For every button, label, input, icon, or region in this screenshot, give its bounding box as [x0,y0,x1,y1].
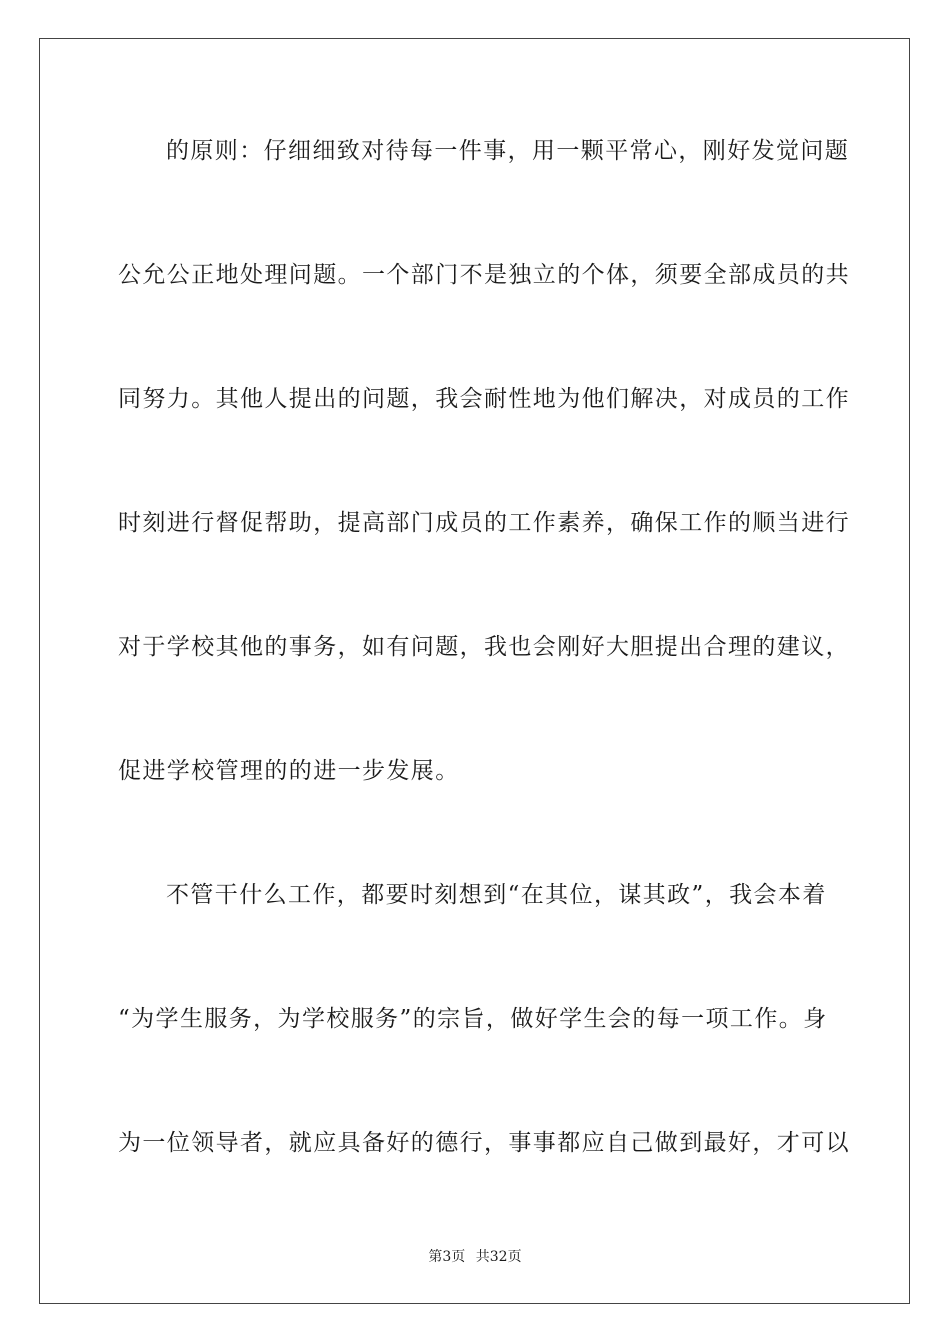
page-border [39,38,910,1304]
text-line-9: 为一位领导者，就应具备好的德行，事事都应自己做到最好，才可以 [118,1130,850,1156]
page-total: 共32页 [475,1249,522,1265]
text-line-8: “为学生服务，为学校服务”的宗旨，做好学生会的每一项工作。身 [118,1006,828,1032]
page-number: 第3页 [428,1249,466,1265]
text-line-3: 同努力。其他人提出的问题，我会耐性地为他们解决，对成员的工作 [118,386,850,412]
text-line-7: 不管干什么工作，都要时刻想到“在其位，谋其政”，我会本着 [166,882,827,908]
text-line-6: 促进学校管理的的进一步发展。 [118,758,460,784]
text-line-5: 对于学校其他的事务，如有问题，我也会刚好大胆提出合理的建议， [118,634,850,660]
text-line-1: 的原则：仔细细致对待每一件事，用一颗平常心，刚好发觉问题 [166,138,850,164]
text-line-4: 时刻进行督促帮助，提高部门成员的工作素养，确保工作的顺当进行 [118,510,850,536]
text-line-2: 公允公正地处理问题。一个部门不是独立的个体，须要全部成员的共 [118,262,850,288]
page-footer [0,1248,950,1266]
